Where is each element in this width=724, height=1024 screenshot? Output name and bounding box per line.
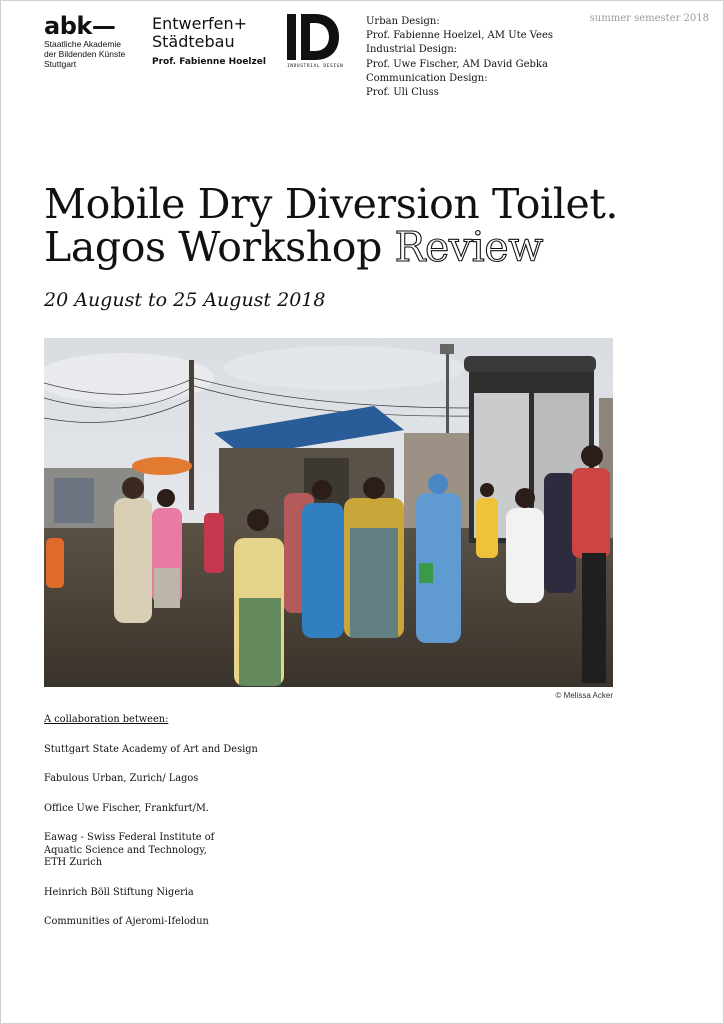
id-subtitle: INDUSTRIAL DESIGN	[287, 64, 344, 69]
workshop-dates: 20 August to 25 August 2018	[44, 289, 326, 311]
industrial-design-logo	[287, 14, 344, 69]
title-line-2-main: Lagos Workshop	[44, 223, 395, 271]
credit-line: Prof. Uli Cluss	[366, 87, 439, 99]
partner-item: Heinrich Böll Stiftung Nigeria	[44, 886, 194, 898]
abk-logo	[44, 13, 144, 69]
entwerfen-line-1: Entwerfen+	[152, 14, 248, 33]
abk-line-1: Staatliche Akademie	[44, 39, 122, 49]
faculty-credits	[366, 15, 553, 100]
title-line-2	[44, 223, 618, 271]
entwerfen-professor: Prof. Fabienne Hoelzel	[152, 57, 266, 67]
partner-item: Office Uwe Fischer, Frankfurt/M.	[44, 802, 210, 814]
entwerfen-staedtebau-logo	[152, 15, 266, 69]
abk-mark: abk—	[44, 12, 116, 40]
credit-line: Prof. Uwe Fischer, AM David Gebka	[366, 58, 548, 70]
photo-credit: © Melissa Acker	[555, 691, 613, 700]
credit-line: Prof. Fabienne Hoelzel, AM Ute Vees	[366, 30, 554, 42]
abk-line-3: Stuttgart	[44, 59, 77, 69]
partner-item: Fabulous Urban, Zurich/ Lagos	[44, 773, 199, 784]
partner-item: Eawag - Swiss Federal Institute of Aquatic Science and Technology, ETH Zurich	[44, 832, 215, 868]
credit-line: Communication Design:	[366, 72, 488, 84]
credit-line: Industrial Design:	[366, 44, 458, 56]
credit-line: Urban Design:	[366, 16, 440, 27]
poster-title	[44, 180, 619, 271]
title-line-1: Mobile Dry Diversion Toilet.	[44, 180, 619, 228]
entwerfen-line-2: Städtebau	[152, 32, 235, 51]
collaboration-list	[44, 714, 258, 946]
collaboration-heading: A collaboration between:	[44, 714, 169, 725]
abk-line-2: der Bildenden Künste	[44, 49, 126, 59]
semester-label: summer semester 2018	[589, 13, 709, 24]
title-review-outline: Review	[394, 223, 543, 271]
id-mark	[287, 14, 339, 60]
partner-item: Communities of Ajeromi-Ifelodun	[44, 916, 209, 927]
partner-item: Stuttgart State Academy of Art and Design	[44, 743, 258, 755]
workshop-photo	[44, 338, 613, 687]
